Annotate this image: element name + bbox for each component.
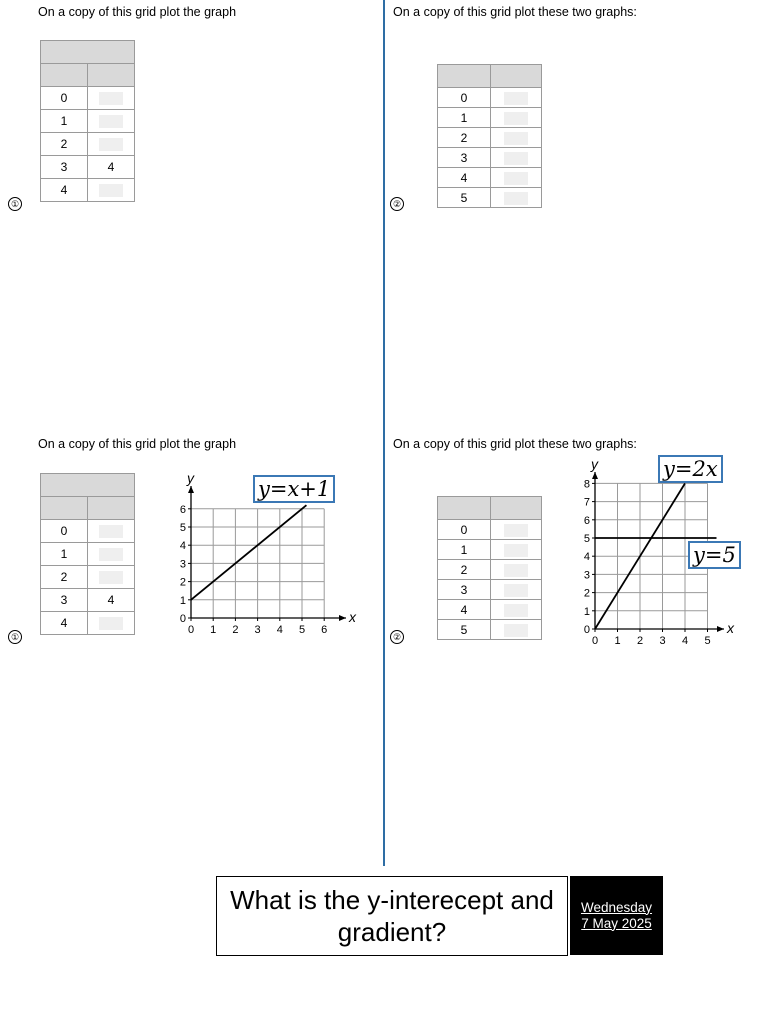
series-line-y-x-1 — [191, 505, 306, 600]
y-axis-arrow — [592, 472, 598, 479]
y-tick-label: 1 — [583, 605, 590, 618]
value-table-top-left — [40, 40, 135, 202]
table-row: 4 — [438, 168, 542, 188]
question-number-bottom-left: ① — [8, 630, 22, 644]
table-row: 0 — [41, 520, 135, 543]
y-tick-label: 3 — [583, 569, 590, 582]
y-tick-label: 4 — [179, 540, 186, 553]
table-row: 2 — [41, 133, 135, 156]
table-row: 0 — [41, 87, 135, 110]
table-row: 4 — [41, 179, 135, 202]
table-row: 3 4 — [41, 156, 135, 179]
equation-label-y-5: y=5 — [688, 541, 741, 569]
y-tick-label: 5 — [583, 533, 590, 545]
x-tick-label: 3 — [254, 624, 261, 636]
x-tick-label: 1 — [614, 635, 621, 647]
x-tick-label: 0 — [591, 635, 599, 647]
table-row: 4 — [41, 612, 135, 635]
table-row: 0 — [438, 520, 542, 540]
y-tick-label: 8 — [583, 478, 590, 491]
table-row: 1 — [438, 108, 542, 128]
y-axis-label: y — [187, 470, 194, 486]
question-number-bottom-right: ② — [390, 630, 404, 644]
y-tick-label: 1 — [179, 594, 186, 607]
y-tick-label: 7 — [583, 496, 590, 509]
x-axis-label: x — [349, 609, 356, 625]
instruction-bottom-left: On a copy of this grid plot the graph — [38, 437, 237, 451]
x-tick-label: 2 — [232, 624, 239, 636]
x-tick-label: 5 — [298, 624, 306, 636]
table-row: 2 — [438, 128, 542, 148]
y-tick-label: 6 — [179, 503, 186, 516]
center-divider — [383, 0, 385, 866]
table-row: 3 — [438, 580, 542, 600]
table-row: 1 — [438, 540, 542, 560]
y-tick-label: 0 — [583, 624, 590, 636]
table-row: 2 — [438, 560, 542, 580]
table-row: 4 — [438, 600, 542, 620]
table-row: 2 — [41, 566, 135, 589]
y-tick-label: 3 — [179, 558, 186, 571]
y-tick-label: 4 — [583, 551, 590, 564]
y-tick-label: 5 — [179, 522, 186, 534]
x-tick-label: 4 — [681, 635, 689, 647]
equation-label-y-x-plus-1: y=x+1 — [253, 475, 335, 503]
x-tick-label: 4 — [276, 624, 283, 636]
x-tick-label: 0 — [187, 624, 195, 636]
question-number-top-right: ② — [390, 197, 404, 211]
value-table-bottom-left — [40, 473, 135, 635]
x-tick-label: 6 — [321, 624, 328, 636]
x-tick-label: 5 — [704, 635, 711, 647]
x-axis-arrow — [339, 615, 346, 621]
instruction-top-right: On a copy of this grid plot these two graphs: — [393, 5, 637, 19]
question-title-text: What is the y-interecept and gradient? — [230, 885, 554, 947]
y-tick-label: 2 — [179, 576, 186, 589]
table-row: 3 — [438, 148, 542, 168]
table-row: 0 — [438, 88, 542, 108]
x-tick-label: 2 — [636, 635, 644, 647]
table-row: 1 — [41, 110, 135, 133]
table-row: 5 — [438, 188, 542, 208]
instruction-top-left: On a copy of this grid plot the graph — [38, 5, 237, 19]
value-table-bottom-right — [437, 496, 542, 640]
x-tick-label: 3 — [659, 635, 666, 647]
y-tick-label: 0 — [179, 613, 186, 625]
question-title — [216, 876, 568, 956]
date-box — [570, 876, 663, 955]
x-tick-label: 1 — [210, 624, 217, 636]
y-tick-label: 6 — [583, 514, 590, 527]
x-axis-arrow — [717, 626, 724, 632]
table-row: 1 — [41, 543, 135, 566]
y-tick-label: 2 — [583, 587, 590, 600]
x-axis-label: x — [727, 620, 734, 636]
value-table-top-right — [437, 64, 542, 208]
instruction-bottom-right: On a copy of this grid plot these two graphs: — [393, 437, 637, 451]
equation-label-y-2x: y=2x — [658, 455, 723, 483]
y-axis-arrow — [188, 486, 194, 493]
y-axis-label: y — [591, 456, 598, 472]
table-row: 5 — [438, 620, 542, 640]
date-day: 7 May 2025 — [581, 915, 652, 931]
table-row: 3 4 — [41, 589, 135, 612]
date-weekday: Wednesday — [580, 899, 653, 915]
question-number-top-left: ① — [8, 197, 22, 211]
